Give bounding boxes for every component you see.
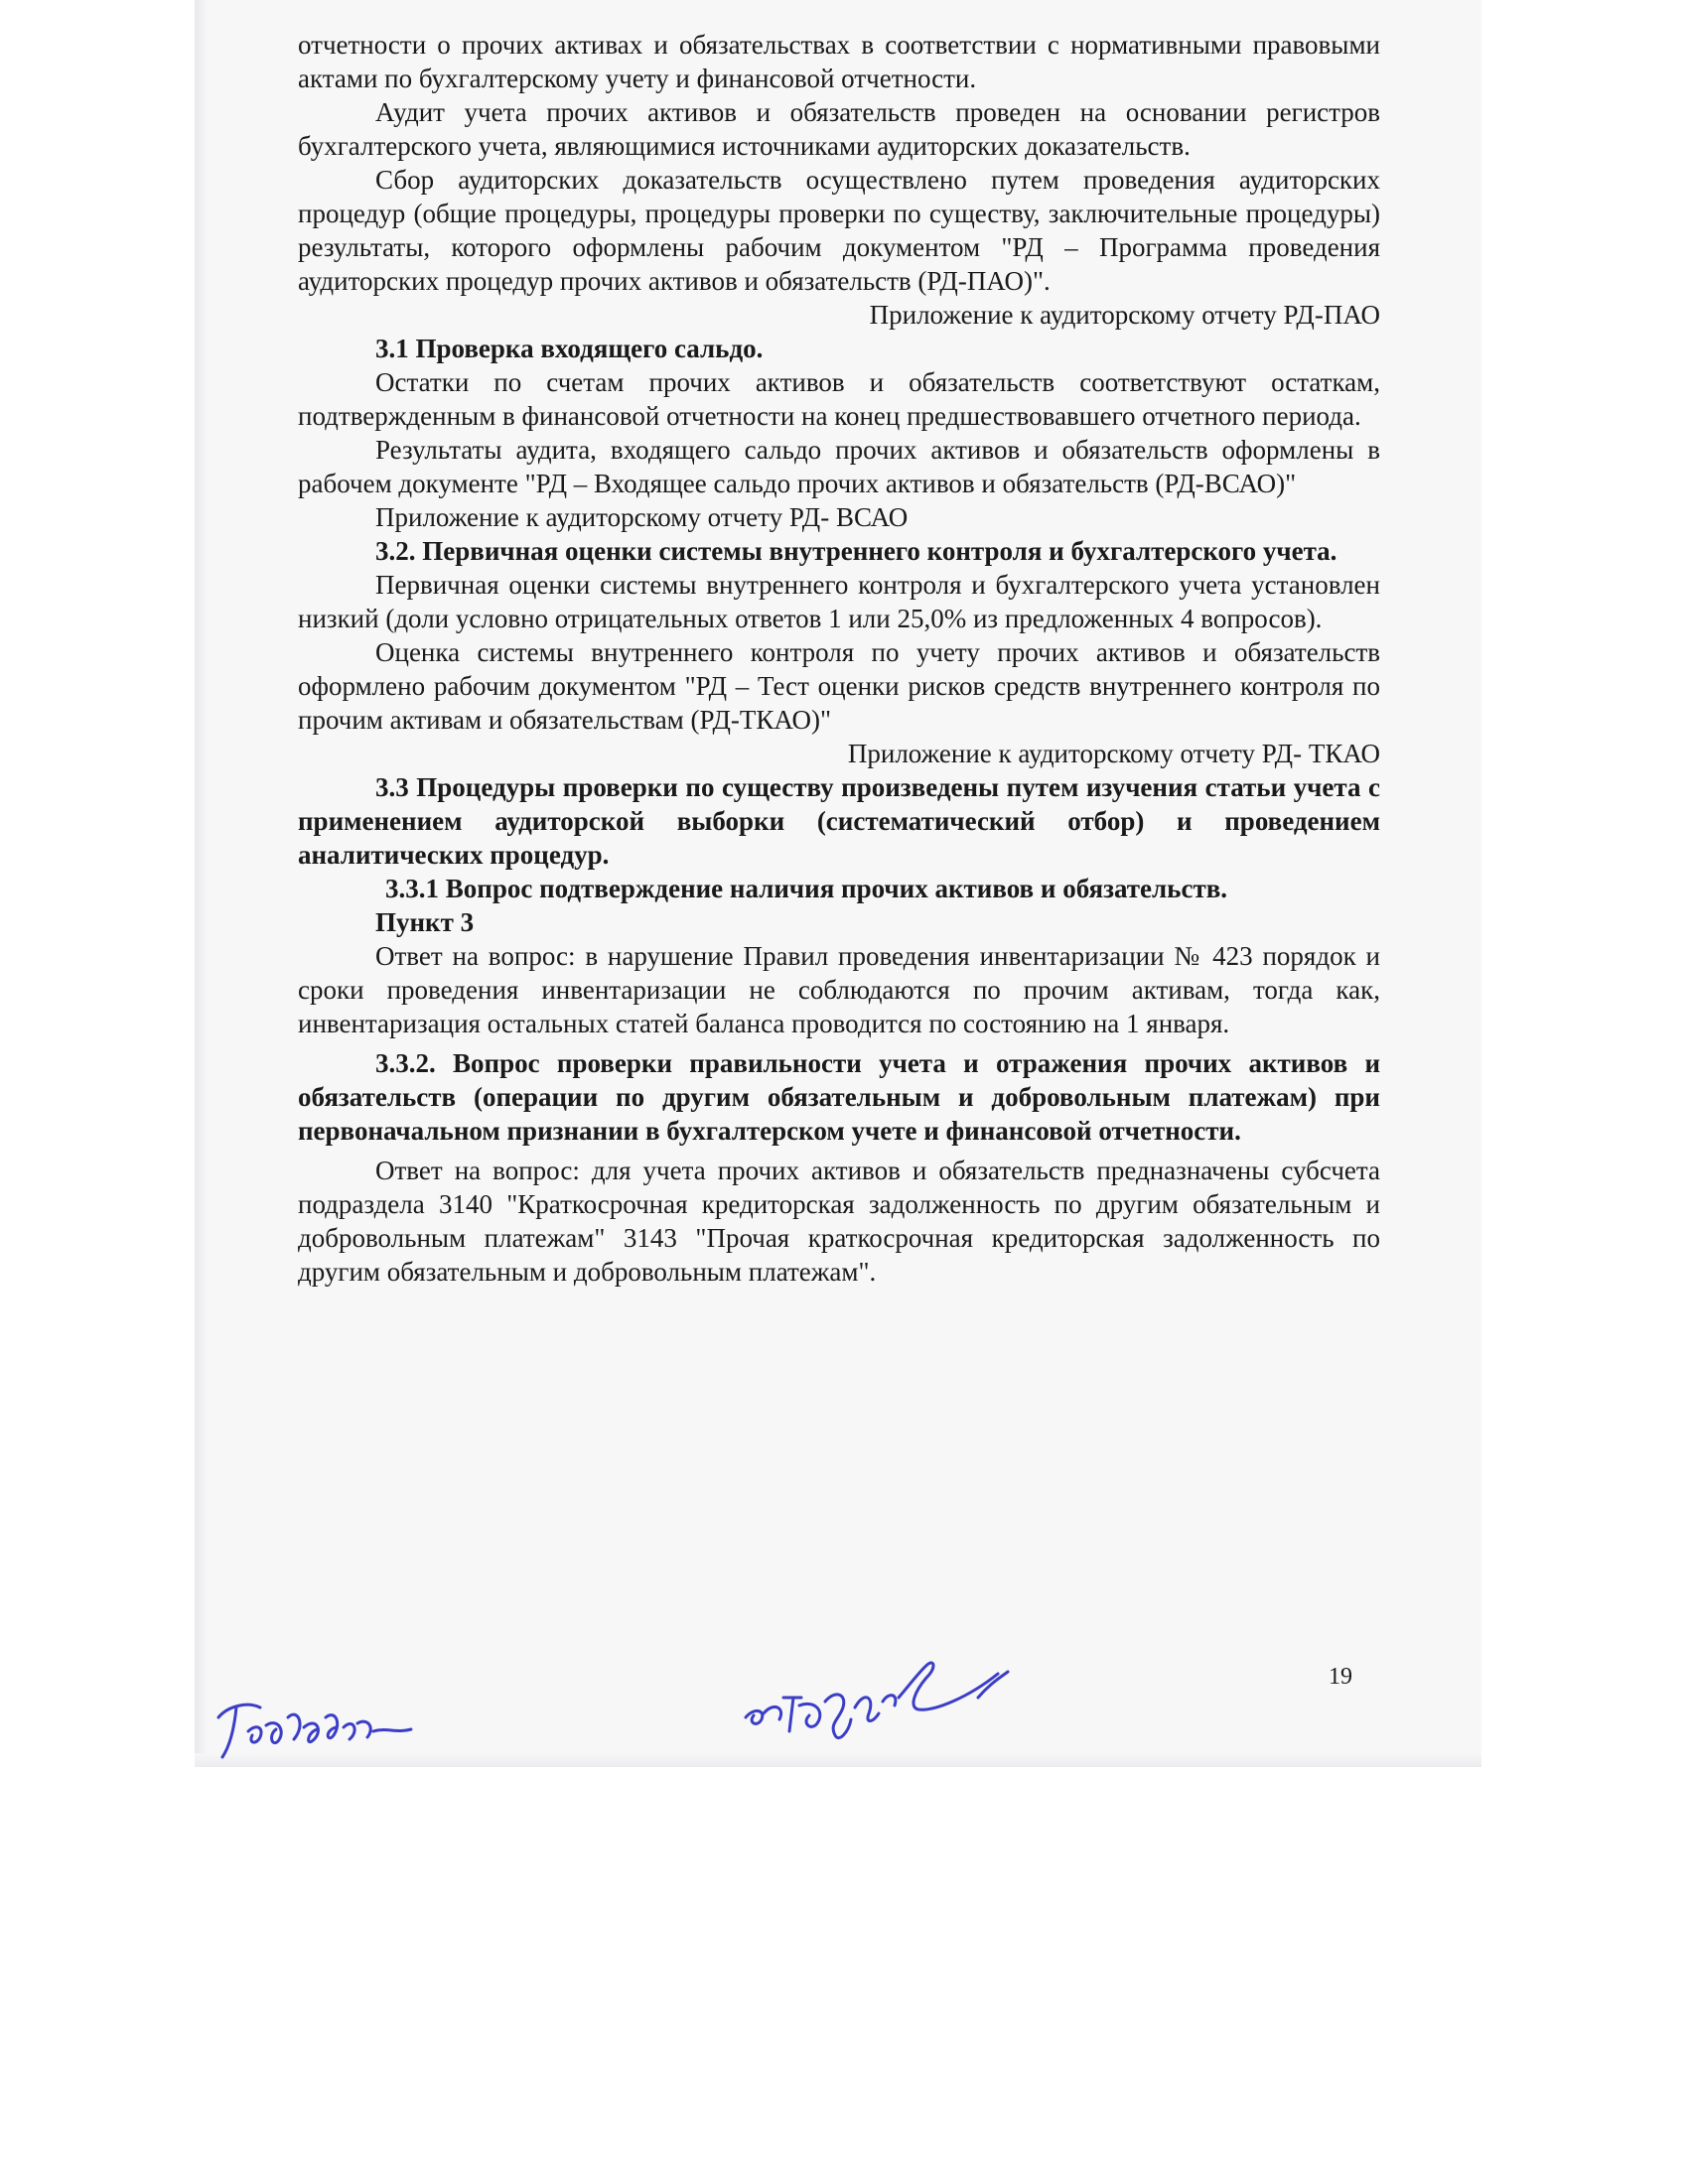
- appendix-ref-rd-pao: Приложение к аудиторскому отчету РД-ПАО: [869, 300, 1380, 330]
- page-shadow-left: [195, 0, 209, 1767]
- section-heading-3-1: 3.1 Проверка входящего сальдо.: [375, 334, 764, 363]
- section-heading-3-3-2: 3.3.2. Вопрос проверки правильности учета и отражения прочих активов и обязательств (операции по другим обязательным и добровольным платежам) при первоначальном признании в бухгалтерском учете и финансовой отчетности.: [298, 1048, 1380, 1146]
- paragraph-inventory-answer: Ответ на вопрос: в нарушение Правил проведения инвентаризации № 423 порядок и сроки проведения инвентаризации не соблюдаются по прочим активам, тогда как, инвентаризация остальных статей баланса проводится по состоянию на 1 января.: [298, 941, 1380, 1038]
- document-body: [298, 28, 1380, 1289]
- section-heading-3-3: 3.3 Процедуры проверки по существу произведены путем изучения статьи учета с применением аудиторской выборки (систематический отбор) и проведением аналитических процедур.: [298, 772, 1380, 870]
- paragraph-control-assessment: Первичная оценки системы внутреннего контроля и бухгалтерского учета установлен низкий (доли условно отрицательных ответов 1 или 25,0% из предложенных 4 вопросов).: [298, 570, 1380, 633]
- page-number: 19: [1329, 1664, 1352, 1690]
- paragraph-opening-balance-results: Результаты аудита, входящего сальдо прочих активов и обязательств оформлены в рабочем документе "РД – Входящее сальдо прочих активов и обязательств (РД-ВСАО)": [298, 435, 1380, 498]
- paragraph-evidence-collection: Сбор аудиторских доказательств осуществлено путем проведения аудиторских процедур (общие процедуры, процедуры проверки по существу, заключительные процедуры) результаты, которого оформлены рабочим документом "РД – Программа проведения аудиторских процедур прочих активов и обязательств (РД-ПАО)".: [298, 165, 1380, 296]
- paragraph-subaccounts-answer: Ответ на вопрос: для учета прочих активов и обязательств предназначены субсчета подраздела 3140 "Краткосрочная кредиторская задолженность по другим обязательным и добровольным платежам" 3143 "Прочая краткосрочная кредиторская задолженность по другим обязательным и добровольным платежам".: [298, 1156, 1380, 1287]
- appendix-ref-rd-tkao: Приложение к аудиторскому отчету РД- ТКАО: [847, 739, 1380, 768]
- item-heading-punkt-3: Пункт 3: [375, 907, 475, 937]
- paragraph-audit-basis: Аудит учета прочих активов и обязательств проведен на основании регистров бухгалтерского учета, являющимися источниками аудиторских доказательств.: [298, 97, 1380, 161]
- appendix-ref-rd-vsao: Приложение к аудиторскому отчету РД- ВСАО: [375, 502, 909, 532]
- section-heading-3-2: 3.2. Первичная оценки системы внутреннего контроля и бухгалтерского учета.: [375, 536, 1337, 566]
- paragraph-control-test-doc: Оценка системы внутреннего контроля по учету прочих активов и обязательств оформлено рабочим документом "РД – Тест оценки рисков средств внутреннего контроля по прочим активам и обязательствам (РД-ТКАО)": [298, 637, 1380, 735]
- signature-right: [740, 1628, 1038, 1747]
- section-heading-3-3-1: 3.3.1 Вопрос подтверждение наличия прочих активов и обязательств.: [385, 874, 1228, 903]
- paragraph-balances: Остатки по счетам прочих активов и обязательств соответствуют остаткам, подтвержденным в финансовой отчетности на конец предшествовавшего отчетного периода.: [298, 367, 1380, 431]
- signature-left: [209, 1688, 427, 1767]
- paragraph-intro-continuation: отчетности о прочих активах и обязательствах в соответствии с нормативными правовыми актами по бухгалтерскому учету и финансовой отчетности.: [298, 30, 1380, 93]
